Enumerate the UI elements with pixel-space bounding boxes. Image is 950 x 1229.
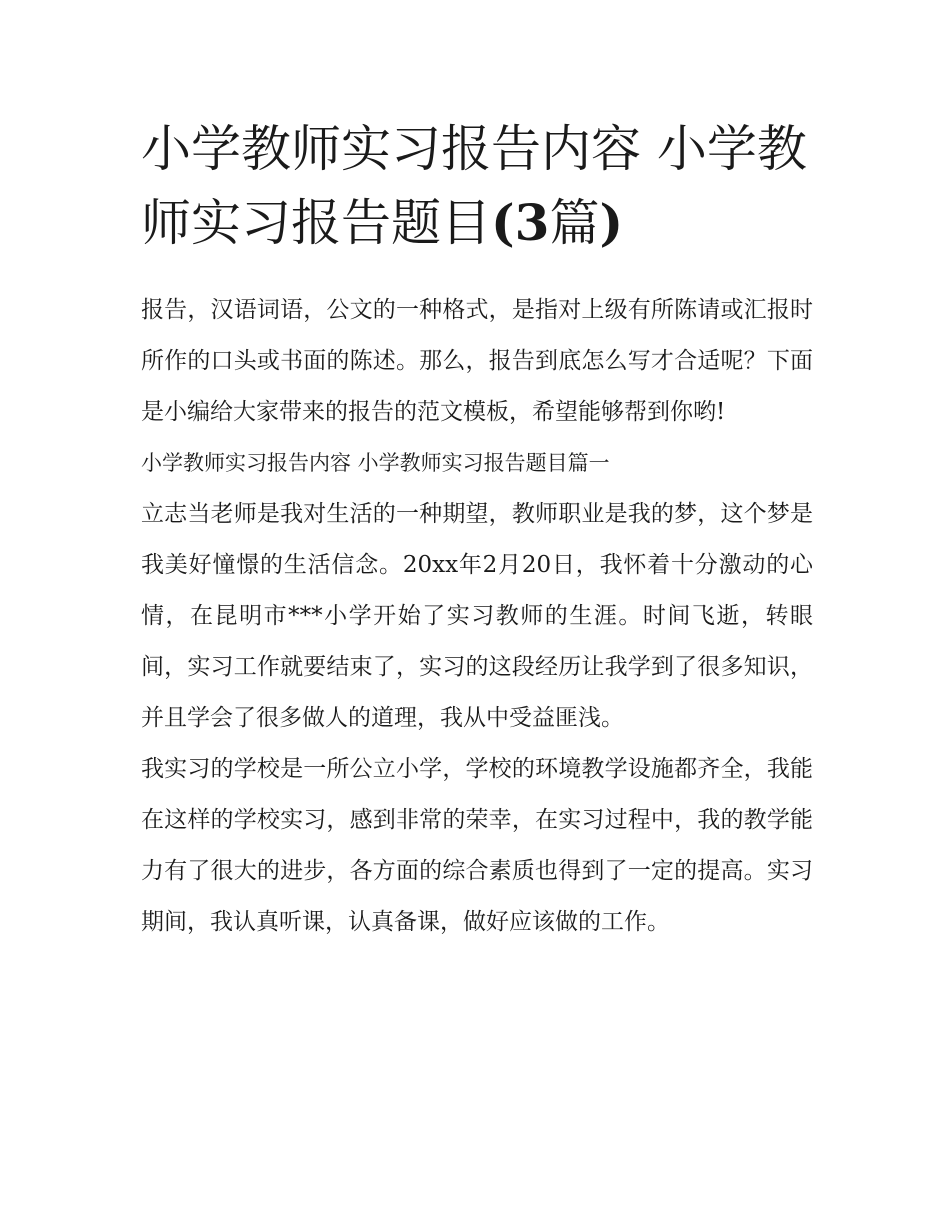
body-paragraph-1: 立志当老师是我对生活的一种期望，教师职业是我的梦，这个梦是我美好憧憬的生活信念。20xx年2月20日，我怀着十分激动的心情，在昆明市***小学开始了实习教师的生涯。时间飞逝，转眼间，实习工作就要结束了，实习的这段经历让我学到了很多知识，并且学会了很多做人的道理，我从中受益匪浅。 <box>141 501 813 731</box>
title-count-open: (3 <box>491 193 550 252</box>
title-count-close: ) <box>599 193 624 252</box>
document-page <box>141 112 813 948</box>
title-text: 小学教师实习报告内容 小学教师实习报告题目 <box>141 120 807 252</box>
section-heading: 小学教师实习报告内容 小学教师实习报告题目篇一 <box>141 451 610 475</box>
body-paragraph-2: 我实习的学校是一所公立小学，学校的环境教学设施都齐全，我能在这样的学校实习，感到非常的荣幸，在实习过程中，我的教学能力有了很大的进步，各方面的综合素质也得到了一定的提高。实习期间，我认真听课，认真备课，做好应该做的工作。 <box>141 756 813 935</box>
title-count-unit: 篇 <box>549 194 600 252</box>
intro-paragraph: 报告，汉语词语，公文的一种格式，是指对上级有所陈请或汇报时所作的口头或书面的陈述。那么，报告到底怎么写才合适呢？下面是小编给大家带来的报告的范文模板，希望能够帮到你哟! <box>141 297 813 425</box>
document-title <box>141 112 813 260</box>
